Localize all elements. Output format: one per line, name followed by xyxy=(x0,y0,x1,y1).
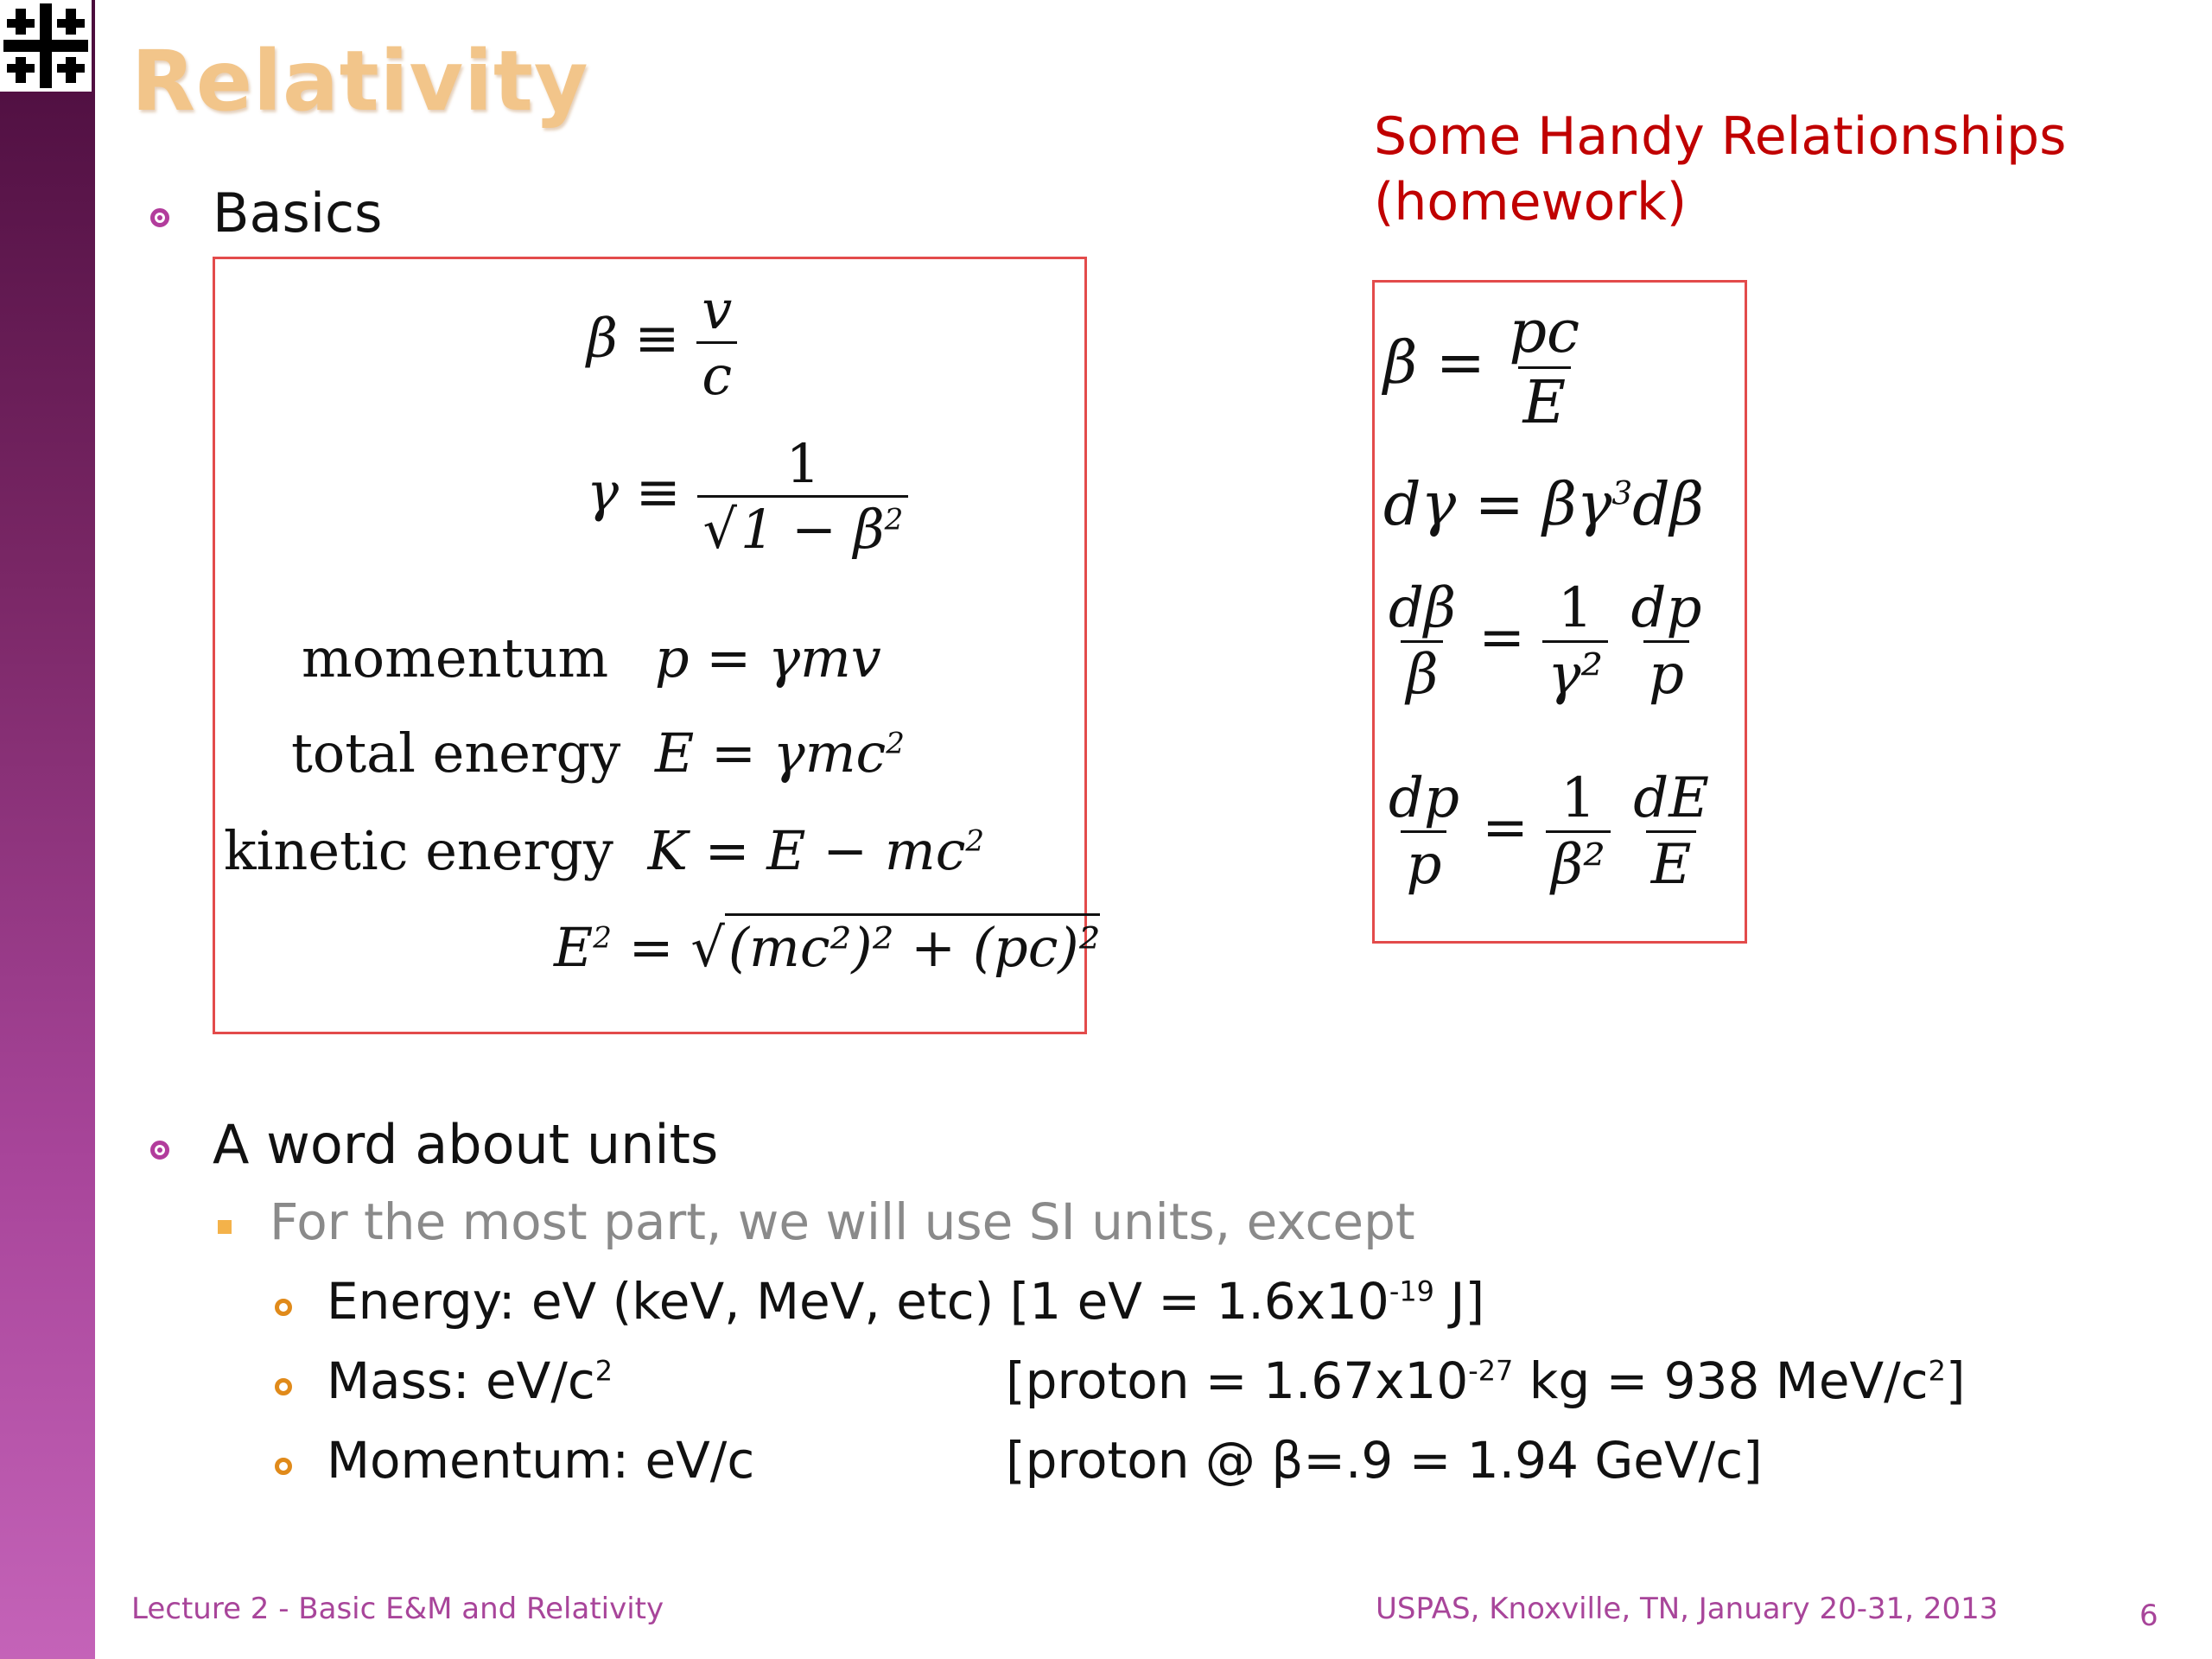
footer-event-info: USPAS, Knoxville, TN, January 20-31, 2013 xyxy=(1376,1592,1999,1626)
handy-r3-den1: β xyxy=(1401,640,1443,707)
handy-r4-num2: 1 xyxy=(1560,766,1596,830)
handy-r4-den3: E xyxy=(1646,830,1697,897)
handy-r4-num1: dp xyxy=(1389,766,1459,830)
handy-r3-num1: dβ xyxy=(1389,576,1456,640)
si-units-note: For the most part, we will use SI units, except xyxy=(270,1192,1415,1251)
gamma-den-root: 1 − β xyxy=(740,498,885,561)
logo-icon xyxy=(0,0,92,92)
handy-line-1: Some Handy Relationships xyxy=(1374,106,2067,167)
ring-bullet-icon xyxy=(275,1378,292,1395)
handy-r3-num3: dp xyxy=(1630,576,1702,640)
total-energy-row xyxy=(291,721,905,785)
beta-definition xyxy=(587,278,737,407)
handy-row-1 xyxy=(1383,298,1585,437)
handy-row-3 xyxy=(1383,576,1707,707)
mass-label-exp: 2 xyxy=(594,1354,613,1388)
handy-relationships-heading xyxy=(1374,104,2066,235)
bullet-icon xyxy=(150,1141,169,1160)
kinetic-energy-label: kinetic energy xyxy=(224,819,613,882)
bullet-units: A word about units xyxy=(213,1113,719,1176)
gamma-num: 1 xyxy=(785,432,821,495)
handy-r4-eq: = xyxy=(1482,796,1529,860)
ring-bullet-icon xyxy=(275,1299,292,1316)
momentum-eq: p = γmv xyxy=(654,626,881,690)
gamma-lhs: γ ≡ xyxy=(587,460,681,524)
proton-mass-note xyxy=(1006,1351,1966,1410)
beta-den: c xyxy=(696,341,737,407)
bullet-basics: Basics xyxy=(213,181,383,245)
beta-num: v xyxy=(702,278,733,341)
handy-r3-eq: = xyxy=(1478,606,1525,670)
handy-r4-den2: β² xyxy=(1546,830,1611,897)
energy-units-tail: J] xyxy=(1433,1272,1485,1331)
energy-units-exp: -19 xyxy=(1389,1274,1434,1308)
handy-r4-num3: dE xyxy=(1633,766,1709,830)
handy-row-4 xyxy=(1383,766,1714,897)
handy-r1-num: pc xyxy=(1509,298,1580,366)
ring-bullet-icon xyxy=(275,1458,292,1475)
gamma-fraction xyxy=(697,432,908,561)
handy-r1-den: E xyxy=(1518,366,1572,437)
kinetic-energy-eq: K = E − mc xyxy=(647,819,966,882)
handy-r2: dγ = βγ xyxy=(1383,471,1612,539)
handy-r4-den1: p xyxy=(1401,830,1446,897)
proton-mass-mid: kg = 938 MeV/c xyxy=(1513,1351,1929,1410)
energy-sq-lhs-exp: 2 xyxy=(593,920,612,956)
energy-units-row xyxy=(327,1272,1484,1331)
proton-mass-text: [proton = 1.67x10 xyxy=(1006,1351,1469,1410)
proton-mass-tail: ] xyxy=(1945,1351,1966,1410)
momentum-eq-row xyxy=(302,626,881,690)
handy-r3-num2: 1 xyxy=(1557,576,1593,640)
gamma-den: $√1 - \beta^2$ xyxy=(697,495,908,561)
gamma-den-exp: 2 xyxy=(884,502,904,537)
footer-lecture-title: Lecture 2 - Basic E&M and Relativity xyxy=(131,1592,664,1626)
mass-label-text: Mass: eV/c xyxy=(327,1351,595,1410)
beta-lhs: β ≡ xyxy=(587,306,680,370)
proton-mass-exp2: 2 xyxy=(1928,1354,1946,1388)
total-energy-exp: 2 xyxy=(886,726,905,761)
fermilab-logo xyxy=(0,0,92,92)
handy-line-2: (homework) xyxy=(1374,172,1688,232)
handy-r1-fraction xyxy=(1504,298,1586,437)
handy-r1-lhs: β = xyxy=(1383,329,1485,397)
handy-row-2 xyxy=(1383,471,1704,539)
handy-r3-den3: p xyxy=(1643,640,1689,707)
total-energy-label: total energy xyxy=(291,721,621,785)
basics-equation-box xyxy=(213,257,1101,1034)
total-energy-eq: E = γmc xyxy=(655,721,887,785)
bullet-icon xyxy=(150,208,169,227)
proton-mass-exp: -27 xyxy=(1468,1354,1514,1388)
square-bullet-icon xyxy=(218,1220,232,1234)
handy-r2-tail: dβ xyxy=(1632,471,1704,539)
proton-momentum-note: [proton @ β=.9 = 1.94 GeV/c] xyxy=(1006,1431,1763,1490)
energy-sq-lhs: E xyxy=(554,916,594,979)
beta-fraction xyxy=(696,278,737,407)
energy-momentum-relation: $E^2 = √(mc^2)^2 + (pc)^2$ xyxy=(554,916,1100,979)
handy-equation-box xyxy=(1372,280,1747,944)
energy-sq-rhs: (mc²)² + (pc)² xyxy=(725,913,1101,979)
slide-title: Relativity xyxy=(131,33,589,130)
kinetic-energy-row xyxy=(224,819,984,882)
mass-units-label xyxy=(327,1351,613,1410)
energy-units-label: Energy: eV (keV, MeV, etc) [1 eV = 1.6x10 xyxy=(327,1272,1389,1331)
gamma-definition xyxy=(587,432,908,561)
handy-r3-den2: γ² xyxy=(1542,640,1608,707)
momentum-units-label: Momentum: eV/c xyxy=(327,1431,755,1490)
handy-r2-exp: 3 xyxy=(1611,474,1633,512)
momentum-label: momentum xyxy=(302,626,609,690)
kinetic-energy-exp: 2 xyxy=(965,823,985,859)
page-number: 6 xyxy=(2139,1599,2158,1633)
sidebar-band xyxy=(0,0,95,1659)
